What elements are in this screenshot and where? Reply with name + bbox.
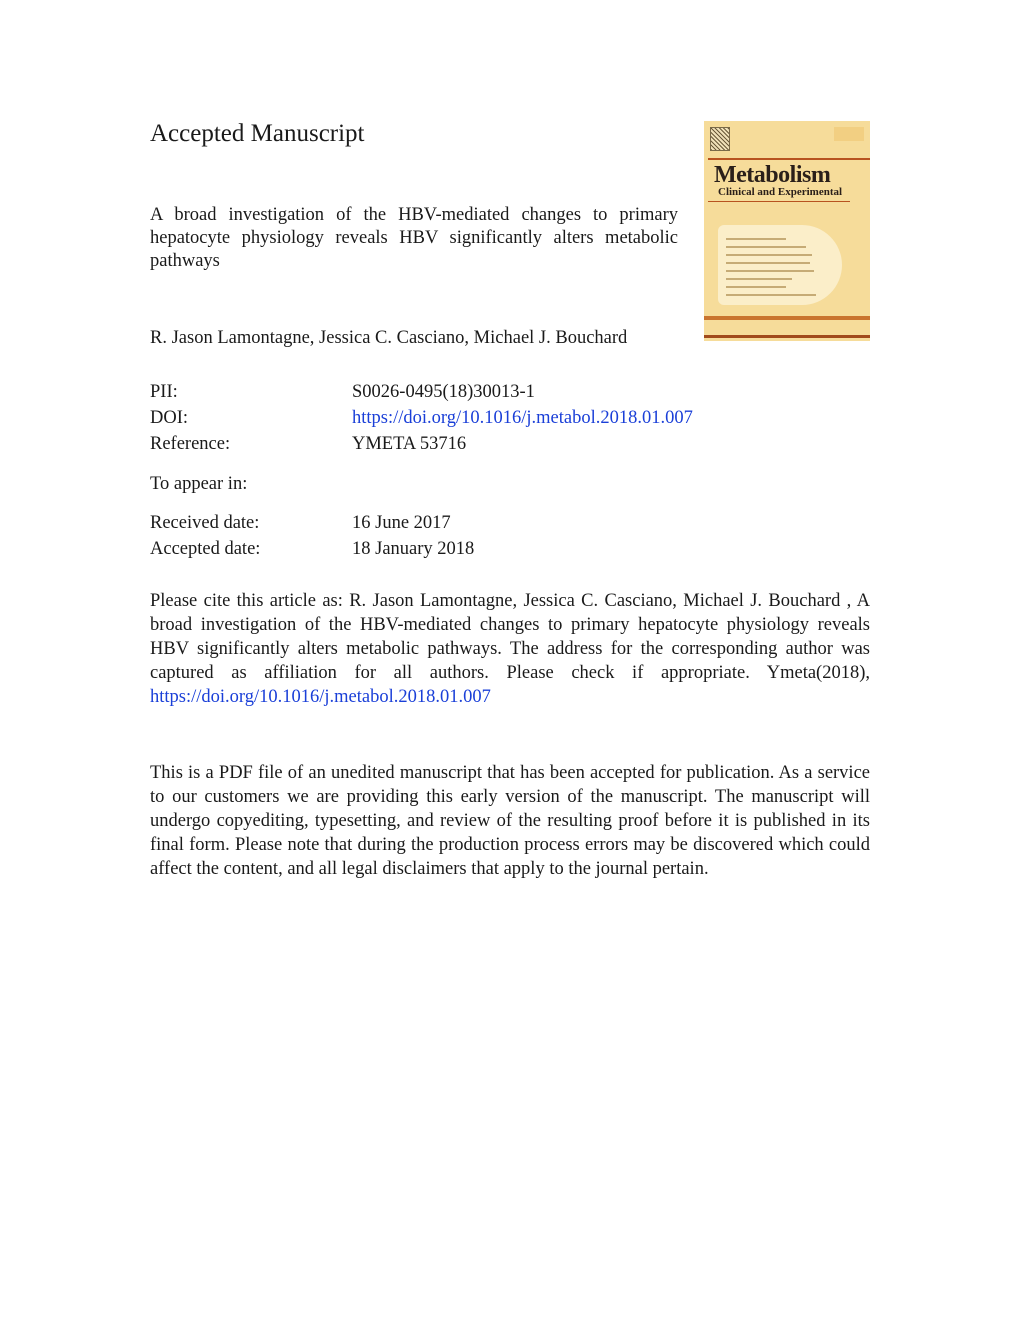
cover-contents-line <box>726 254 812 256</box>
article-title: A broad investigation of the HBV-mediated changes to primary hepatocyte physiology reveals HBV significantly alters metabolic pathways <box>150 205 678 271</box>
cover-rule-mid <box>708 201 850 202</box>
reference-value: YMETA 53716 <box>352 434 467 454</box>
citation-text: Please cite this article as: R. Jason Lamontagne, Jessica C. Casciano, Michael J. Bouchard , A broad investigation of the HBV-mediated changes to primary hepatocyte physiology reveals HBV significantly alters metabolic pathways. The address for the corresponding author was captured as affiliation for all authors. Please check if appropriate. Ymeta(2018), <box>150 591 870 683</box>
cover-journal-subtitle: Clinical and Experimental <box>718 186 843 198</box>
pii-label: PII: <box>150 382 178 402</box>
cover-rule <box>708 158 870 160</box>
pii-value: S0026-0495(18)30013-1 <box>352 382 535 402</box>
cover-contents-line <box>726 278 792 280</box>
cover-contents-line <box>726 238 786 240</box>
pii-row <box>150 379 693 405</box>
doi-label: DOI: <box>150 408 189 428</box>
cover-contents-panel <box>718 225 842 305</box>
doi-row <box>150 405 693 431</box>
appear-row <box>150 471 352 497</box>
accepted-label: Accepted date: <box>150 539 261 559</box>
cover-contents-line <box>726 246 806 248</box>
cover-contents-line <box>726 270 814 272</box>
received-value: 16 June 2017 <box>352 513 451 533</box>
cover-journal-name: Metabolism <box>714 162 831 188</box>
dates-block <box>150 510 474 562</box>
cover-top-band <box>834 127 864 141</box>
doi-value <box>352 405 693 431</box>
cover-contents-line <box>726 286 786 288</box>
accepted-row <box>150 536 474 562</box>
reference-label: Reference: <box>150 434 231 454</box>
disclaimer-paragraph: This is a PDF file of an unedited manuscript that has been accepted for publication. As a service to our customers we are providing this early version of the manuscript. The manuscript will undergo copyediting, typesetting, and review of the resulting proof before it is published in its final form. Please note that during the production process errors may be discovered which could affect the content, and all legal disclaimers that apply to the journal pertain. <box>150 763 870 879</box>
appear-block <box>150 471 352 497</box>
accepted-value: 18 January 2018 <box>352 539 475 559</box>
page-heading: Accepted Manuscript <box>150 120 365 147</box>
journal-cover-image <box>704 121 870 341</box>
citation-doi-link[interactable]: https://doi.org/10.1016/j.metabol.2018.01.007 <box>150 687 491 707</box>
received-label: Received date: <box>150 513 260 533</box>
cover-contents-line <box>726 262 810 264</box>
citation-paragraph <box>150 589 870 709</box>
cover-contents-line <box>726 294 816 296</box>
cover-bottom-rule <box>704 335 870 338</box>
cover-bottom-band <box>704 316 870 320</box>
doi-link[interactable]: https://doi.org/10.1016/j.metabol.2018.01.007 <box>352 408 693 428</box>
elsevier-tree-logo-icon <box>710 127 730 151</box>
appear-label: To appear in: <box>150 474 248 494</box>
identifier-block <box>150 379 693 457</box>
received-row <box>150 510 474 536</box>
article-authors: R. Jason Lamontagne, Jessica C. Casciano, Michael J. Bouchard <box>150 328 628 348</box>
reference-row <box>150 431 693 457</box>
